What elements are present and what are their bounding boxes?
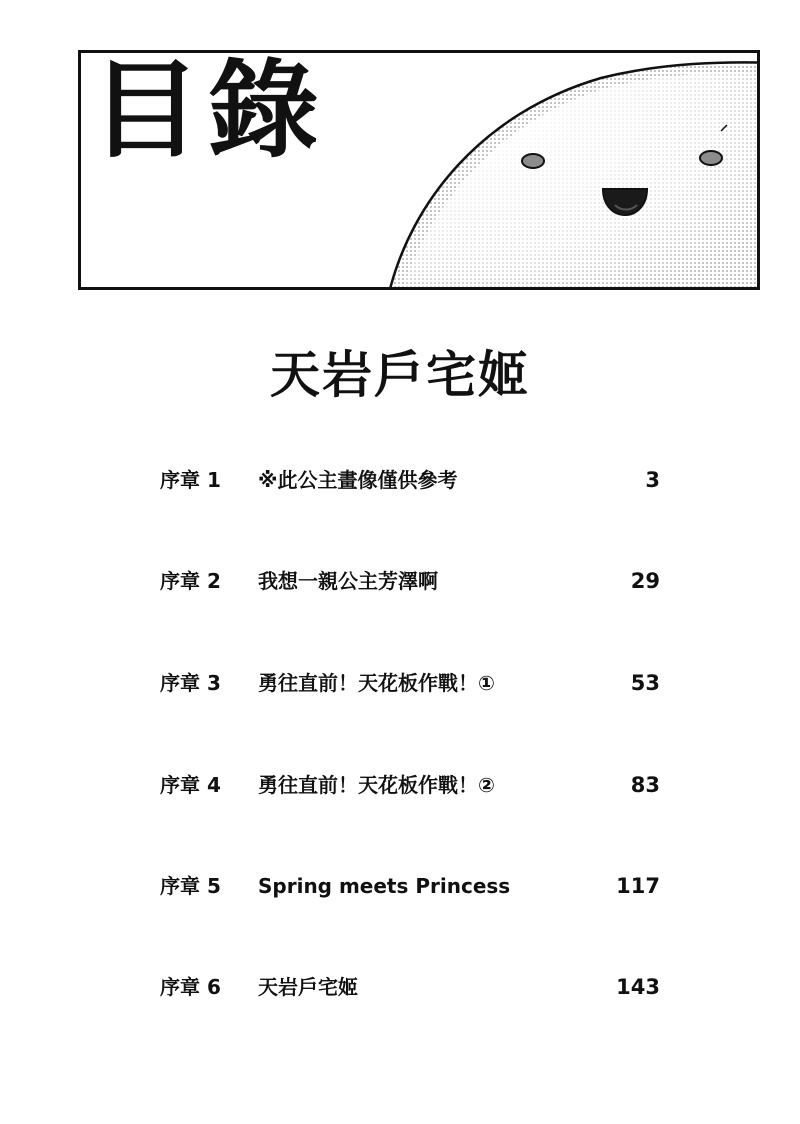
toc-entry[interactable] [0,765,800,805]
toc-entry[interactable] [0,460,800,500]
chapter-label: 序章 1 [160,468,221,492]
page-title: 目錄 [90,49,326,172]
chapter-label: 序章 2 [160,569,221,593]
chapter-title: 勇往直前！天花板作戰！① [258,671,495,695]
chapter-page-number: 143 [616,975,660,999]
chapter-page-number: 117 [616,874,660,898]
toc-entry[interactable] [0,663,800,703]
toc-entry[interactable] [0,561,800,601]
chapter-page-number: 53 [630,671,660,695]
left-eye [522,154,544,168]
chapter-page-number: 83 [630,773,660,797]
chapter-page-number: 3 [645,468,660,492]
right-eye [700,151,722,165]
chapter-title: ※此公主畫像僅供參考 [258,468,458,492]
chapter-page-number: 29 [630,569,660,593]
chapter-title: 天岩戶宅姬 [258,975,358,999]
chapter-label: 序章 5 [160,874,221,898]
chapter-title: 我想一親公主芳澤啊 [258,569,438,593]
chapter-label: 序章 6 [160,975,221,999]
series-title: 天岩戶宅姬 [270,346,530,404]
chapter-label: 序章 3 [160,671,221,695]
chapter-title: Spring meets Princess [258,874,511,898]
toc-entry[interactable] [0,866,800,906]
chapter-label: 序章 4 [160,773,221,797]
chapter-title: 勇往直前！天花板作戰！② [258,773,495,797]
toc-entry[interactable] [0,967,800,1007]
